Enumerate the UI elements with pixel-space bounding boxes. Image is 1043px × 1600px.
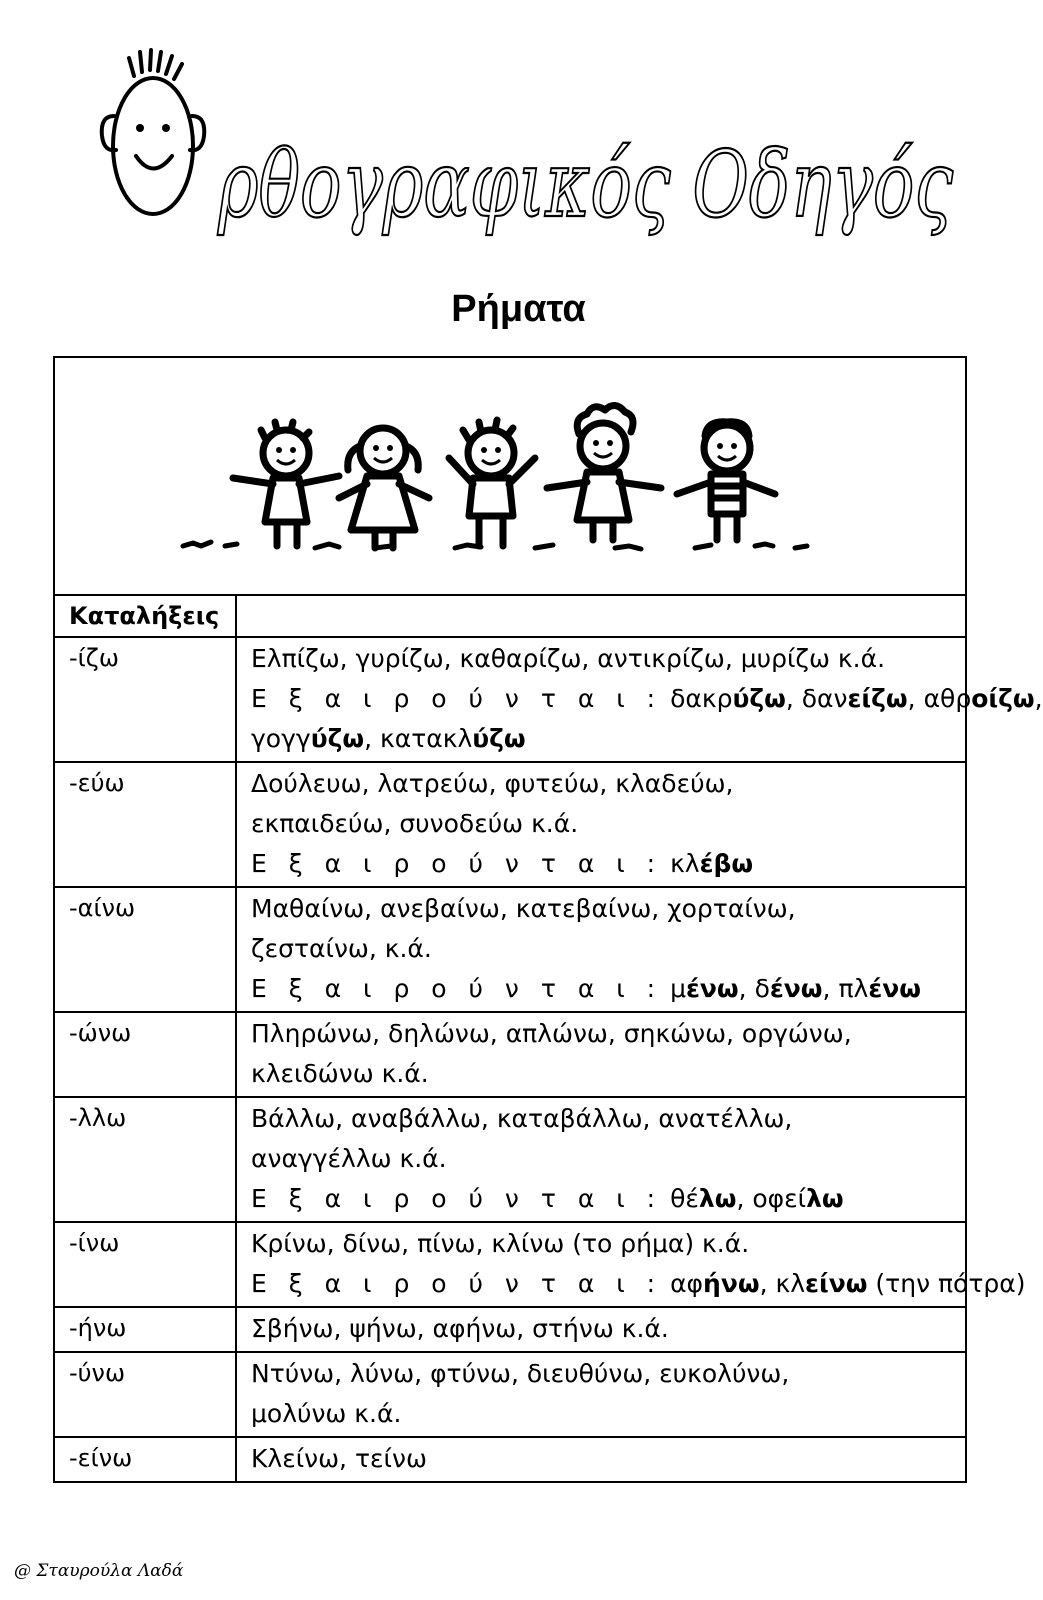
ending-cell: -εύω xyxy=(54,762,236,887)
illustration-cell xyxy=(54,357,966,595)
table-row xyxy=(54,1307,966,1352)
table-row xyxy=(54,1222,966,1307)
examples-cell xyxy=(236,1437,966,1482)
author-signature: @ Σταυρούλα Λαδά xyxy=(14,1561,184,1581)
examples-line: μολύνω κ.ά. xyxy=(251,1399,402,1428)
exceptions-line: Ε ξ α ι ρ ο ύ ν τ α ι : μένω, δένω, πλένω xyxy=(251,974,921,1003)
children-holding-hands-illustration xyxy=(55,358,965,590)
table-row xyxy=(54,762,966,887)
svg-text:ρθογραφικός Οδηγός: ρθογραφικός Οδηγός xyxy=(217,131,954,238)
table-row xyxy=(54,1097,966,1222)
examples-line: ζεσταίνω, κ.ά. xyxy=(251,934,432,963)
ending-cell: -αίνω xyxy=(54,887,236,1012)
logo-title xyxy=(218,128,978,248)
exceptions-line: Ε ξ α ι ρ ο ύ ν τ α ι : δακρύζω, δανείζω, αθροίζω, xyxy=(251,684,1043,713)
examples-line: Κρίνω, δίνω, πίνω, κλίνω (το ρήμα) κ.ά. xyxy=(251,1229,750,1258)
examples-line: κλειδώνω κ.ά. xyxy=(251,1059,429,1088)
examples-line: Κλείνω, τείνω xyxy=(251,1444,427,1473)
table-row xyxy=(54,887,966,1012)
header-examples xyxy=(236,595,966,637)
page-title: Ρήματα xyxy=(451,288,586,330)
examples-cell xyxy=(236,1307,966,1352)
ending-cell: -είνω xyxy=(54,1437,236,1482)
examples-line: Ελπίζω, γυρίζω, καθαρίζω, αντικρίζω, μυρίζω κ.ά. xyxy=(251,644,886,673)
table-row xyxy=(54,1352,966,1437)
exceptions-label: Ε ξ α ι ρ ο ύ ν τ α ι : xyxy=(251,849,663,878)
examples-line: Σβήνω, ψήνω, αφήνω, στήνω κ.ά. xyxy=(251,1314,669,1343)
examples-cell xyxy=(236,887,966,1012)
examples-cell xyxy=(236,1352,966,1437)
examples-line: Δούλευω, λατρεύω, φυτεύω, κλαδεύω, xyxy=(251,769,734,798)
examples-cell xyxy=(236,1012,966,1097)
ending-cell: -ύνω xyxy=(54,1352,236,1437)
ending-cell: -λλω xyxy=(54,1097,236,1222)
examples-cell xyxy=(236,1097,966,1222)
examples-line: Βάλλω, αναβάλλω, καταβάλλω, ανατέλλω, xyxy=(251,1104,793,1133)
examples-line: εκπαιδεύω, συνοδεύω κ.ά. xyxy=(251,809,579,838)
illustration-row xyxy=(54,357,966,595)
table-header-row xyxy=(54,595,966,637)
header-endings: Καταλήξεις xyxy=(54,595,236,637)
exceptions-label: Ε ξ α ι ρ ο ύ ν τ α ι : xyxy=(251,684,663,713)
examples-line: αναγγέλλω κ.ά. xyxy=(251,1144,447,1173)
ending-cell: -ίζω xyxy=(54,637,236,762)
exceptions-line: Ε ξ α ι ρ ο ύ ν τ α ι : κλέβω xyxy=(251,849,754,878)
exceptions-line-continued: γογγύζω, κατακλύζω xyxy=(251,724,526,753)
examples-line: Ντύνω, λύνω, φτύνω, διευθύνω, ευκολύνω, xyxy=(251,1359,790,1388)
exceptions-label: Ε ξ α ι ρ ο ύ ν τ α ι : xyxy=(251,974,663,1003)
table-row xyxy=(54,637,966,762)
examples-cell xyxy=(236,1222,1026,1307)
ending-cell: -ίνω xyxy=(54,1222,236,1307)
ending-cell: -ώνω xyxy=(54,1012,236,1097)
examples-cell xyxy=(236,637,1043,762)
examples-line: Πληρώνω, δηλώνω, απλώνω, σηκώνω, οργώνω, xyxy=(251,1019,852,1048)
ending-cell: -ήνω xyxy=(54,1307,236,1352)
examples-line: Μαθαίνω, ανεβαίνω, κατεβαίνω, χορταίνω, xyxy=(251,894,796,923)
exceptions-label: Ε ξ α ι ρ ο ύ ν τ α ι : xyxy=(251,1269,663,1298)
exceptions-line: Ε ξ α ι ρ ο ύ ν τ α ι : αφήνω, κλείνω (την πότρα) xyxy=(251,1269,1026,1298)
smiling-face-icon xyxy=(96,46,216,221)
exceptions-line: Ε ξ α ι ρ ο ύ ν τ α ι : θέλω, οφείλω xyxy=(251,1184,844,1213)
table-row xyxy=(54,1437,966,1482)
table-row xyxy=(54,1012,966,1097)
verbs-table xyxy=(53,356,1043,1483)
examples-cell xyxy=(236,762,966,887)
exceptions-label: Ε ξ α ι ρ ο ύ ν τ α ι : xyxy=(251,1184,663,1213)
